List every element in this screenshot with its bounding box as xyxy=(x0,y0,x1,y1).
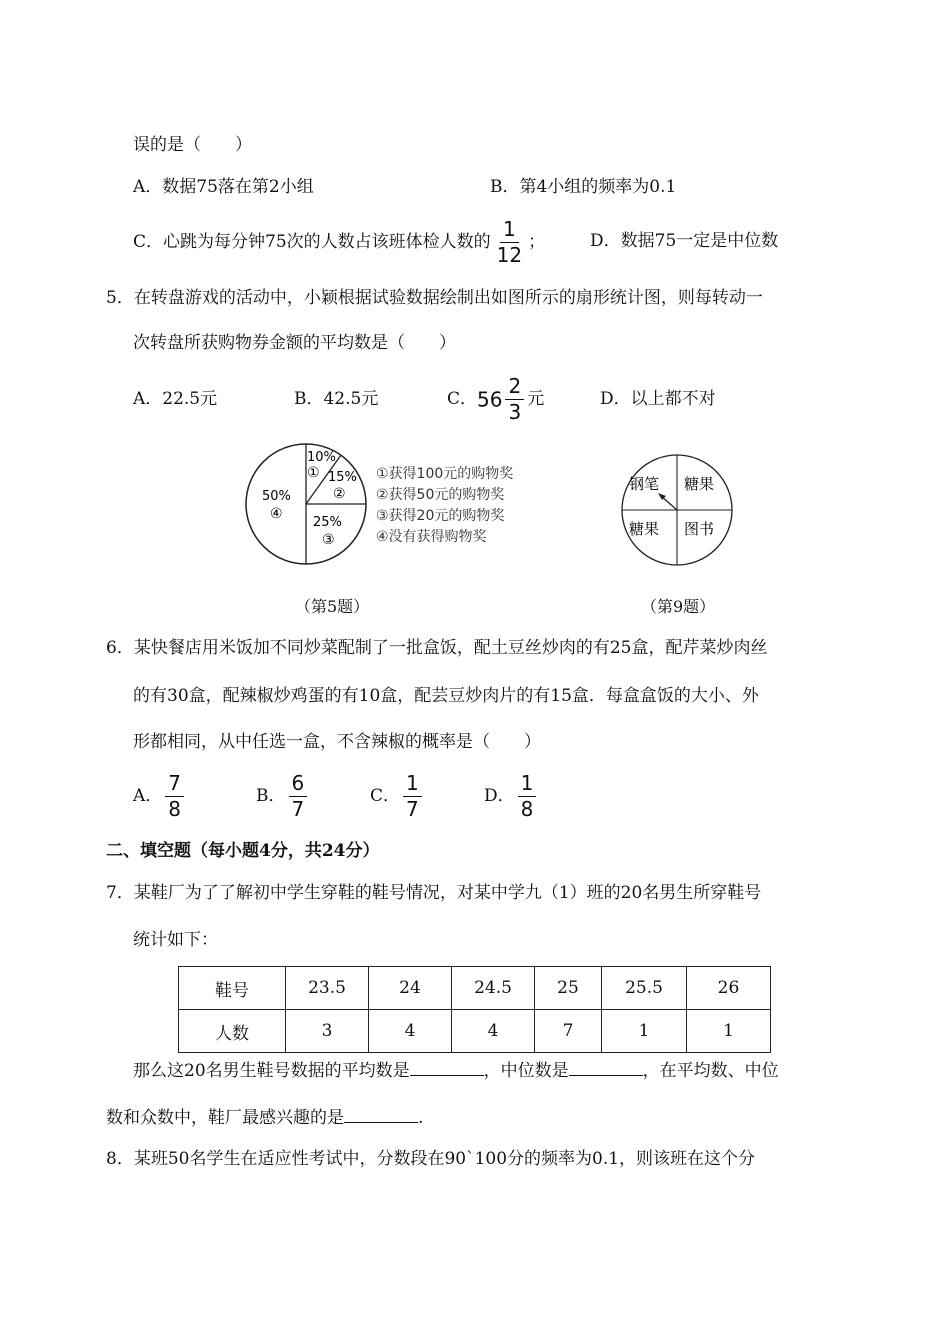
q5-option-b: B．42.5元 xyxy=(294,389,379,409)
table-cell: 4 xyxy=(369,1010,452,1053)
figure-5-caption: （第5题） xyxy=(295,597,370,616)
table-cell: 24.5 xyxy=(452,967,535,1010)
q6-option-b-label: B． xyxy=(256,786,286,806)
q6-option-c-fraction xyxy=(403,773,422,820)
q7-after-line-2 xyxy=(106,1108,423,1127)
fraction-numerator: 1 xyxy=(500,219,519,243)
fraction-denominator: 7 xyxy=(406,797,419,821)
table-header-cell: 人数 xyxy=(179,1010,286,1053)
spinner-cell-bottom-right: 图书 xyxy=(684,520,715,538)
q5-pie-figure xyxy=(240,440,570,575)
sector-4-percent: 50% xyxy=(262,489,291,504)
figure-9-caption: （第9题） xyxy=(641,597,716,616)
legend-item-3: ③获得20元的购物奖 xyxy=(376,508,505,524)
q5-option-c xyxy=(447,376,544,423)
fraction-denominator: 8 xyxy=(520,797,534,821)
table-header-cell: 鞋号 xyxy=(179,967,286,1010)
table-cell: 25.5 xyxy=(602,967,687,1010)
fraction-numerator: 6 xyxy=(289,773,308,797)
q7-after-text-c: ，在平均数、中位 xyxy=(642,1061,779,1081)
fraction-numerator: 2 xyxy=(505,376,524,400)
q5-line-2: 次转盘所获购物券金额的平均数是（ ） xyxy=(133,333,456,353)
q7-line-1: 7．某鞋厂为了了解初中学生穿鞋的鞋号情况，对某中学九（1）班的20名男生所穿鞋号 xyxy=(106,883,762,903)
shoe-size-table xyxy=(178,966,771,1053)
table-cell: 1 xyxy=(602,1010,687,1053)
mixed-number-whole: 56 xyxy=(477,387,503,412)
spinner-cell-top-left: 钢笔 xyxy=(629,475,660,493)
table-cell: 4 xyxy=(452,1010,535,1053)
table-row xyxy=(179,967,771,1010)
q9-spinner-figure xyxy=(620,453,735,568)
section-heading: 二、填空题（每小题4分，共24分） xyxy=(106,841,380,861)
answer-blank-median xyxy=(569,1061,643,1076)
q6-option-c xyxy=(370,772,425,820)
q6-option-d-fraction xyxy=(518,773,537,820)
sector-3-mark: ③ xyxy=(322,532,335,548)
q4-option-c-text: C．心跳为每分钟75次的人数占该班体检人数的 xyxy=(133,232,491,252)
q5-option-c-label: C． xyxy=(447,389,478,409)
table-cell: 23.5 xyxy=(286,967,369,1010)
table-cell: 1 xyxy=(687,1010,771,1053)
table-row xyxy=(179,1010,771,1053)
fraction-numerator: 1 xyxy=(403,773,422,797)
q5-line-1: 5．在转盘游戏的活动中，小颖根据试验数据绘制出如图所示的扇形统计图，则每转动一 xyxy=(106,288,763,308)
answer-blank-mean xyxy=(410,1061,484,1076)
fraction-denominator: 7 xyxy=(291,797,305,821)
q5-option-a: A．22.5元 xyxy=(133,389,218,409)
q6-line-2: 的有30盒，配辣椒炒鸡蛋的有10盒，配芸豆炒肉片的有15盒．每盒盒饭的大小、外 xyxy=(133,686,759,706)
legend-item-4: ④没有获得购物奖 xyxy=(376,529,487,545)
q6-option-d-label: D． xyxy=(484,786,515,806)
fraction-denominator: 8 xyxy=(168,797,182,821)
answer-blank-statistic xyxy=(344,1108,418,1123)
q6-option-a-fraction xyxy=(165,773,184,820)
table-cell: 26 xyxy=(687,967,771,1010)
table-cell: 3 xyxy=(286,1010,369,1053)
table-cell: 24 xyxy=(369,967,452,1010)
legend-item-2: ②获得50元的购物奖 xyxy=(376,487,505,503)
q6-option-c-label: C． xyxy=(370,786,401,806)
q5-option-d: D．以上都不对 xyxy=(600,389,716,409)
q6-option-b-fraction xyxy=(289,773,308,820)
q4-option-b: B．第4小组的频率为0.1 xyxy=(490,177,677,197)
q7-after2-text-a: 数和众数中，鞋厂最感兴趣的是 xyxy=(106,1108,344,1128)
q7-after-text-b: ，中位数是 xyxy=(483,1061,569,1081)
q4-option-a: A．数据75落在第2小组 xyxy=(133,177,314,197)
q6-option-a xyxy=(133,772,187,820)
fraction-denominator: 3 xyxy=(508,400,522,424)
sector-3-percent: 25% xyxy=(313,515,342,530)
q4-option-d: D．数据75一定是中位数 xyxy=(590,231,779,251)
q7-after-line-1 xyxy=(133,1061,779,1080)
q7-after-text-a: 那么这20名男生鞋号数据的平均数是 xyxy=(133,1061,410,1081)
q5-option-c-fraction xyxy=(505,376,524,423)
fraction-denominator: 12 xyxy=(496,243,523,267)
q4-stem-tail: 误的是（ ） xyxy=(133,135,252,155)
sector-2-mark: ② xyxy=(333,486,346,502)
q6-option-b xyxy=(256,772,310,820)
legend-item-1: ①获得100元的购物奖 xyxy=(376,466,514,482)
table-cell: 7 xyxy=(535,1010,602,1053)
q6-option-a-label: A． xyxy=(133,786,163,806)
q6-line-3: 形都相同，从中任选一盒，不含辣椒的概率是（ ） xyxy=(133,732,541,752)
fraction-numerator: 1 xyxy=(518,773,537,797)
table-cell: 25 xyxy=(535,967,602,1010)
q6-line-1: 6．某快餐店用米饭加不同炒菜配制了一批盒饭，配土豆丝炒肉的有25盒，配芹菜炒肉丝 xyxy=(106,638,768,658)
q7-after2-text-b: . xyxy=(418,1108,424,1128)
fraction-numerator: 7 xyxy=(165,773,184,797)
spinner-cell-bottom-left: 糖果 xyxy=(629,520,660,538)
sector-1-mark: ① xyxy=(307,465,320,481)
q5-option-c-unit: 元 xyxy=(527,389,545,409)
q4-option-c xyxy=(133,219,545,266)
sector-1-percent: 10% xyxy=(307,450,336,465)
q4-option-c-end: ； xyxy=(528,232,546,252)
q4-option-c-fraction xyxy=(494,219,525,266)
q7-line-2: 统计如下： xyxy=(133,930,218,950)
q8-line-1: 8．某班50名学生在适应性考试中，分数段在90`100分的频率为0.1，则该班在这个分 xyxy=(106,1149,756,1169)
sector-4-mark: ④ xyxy=(270,506,283,522)
sector-2-percent: 15% xyxy=(328,470,357,485)
spinner-cell-top-right: 糖果 xyxy=(684,475,715,493)
q6-option-d xyxy=(484,772,539,820)
